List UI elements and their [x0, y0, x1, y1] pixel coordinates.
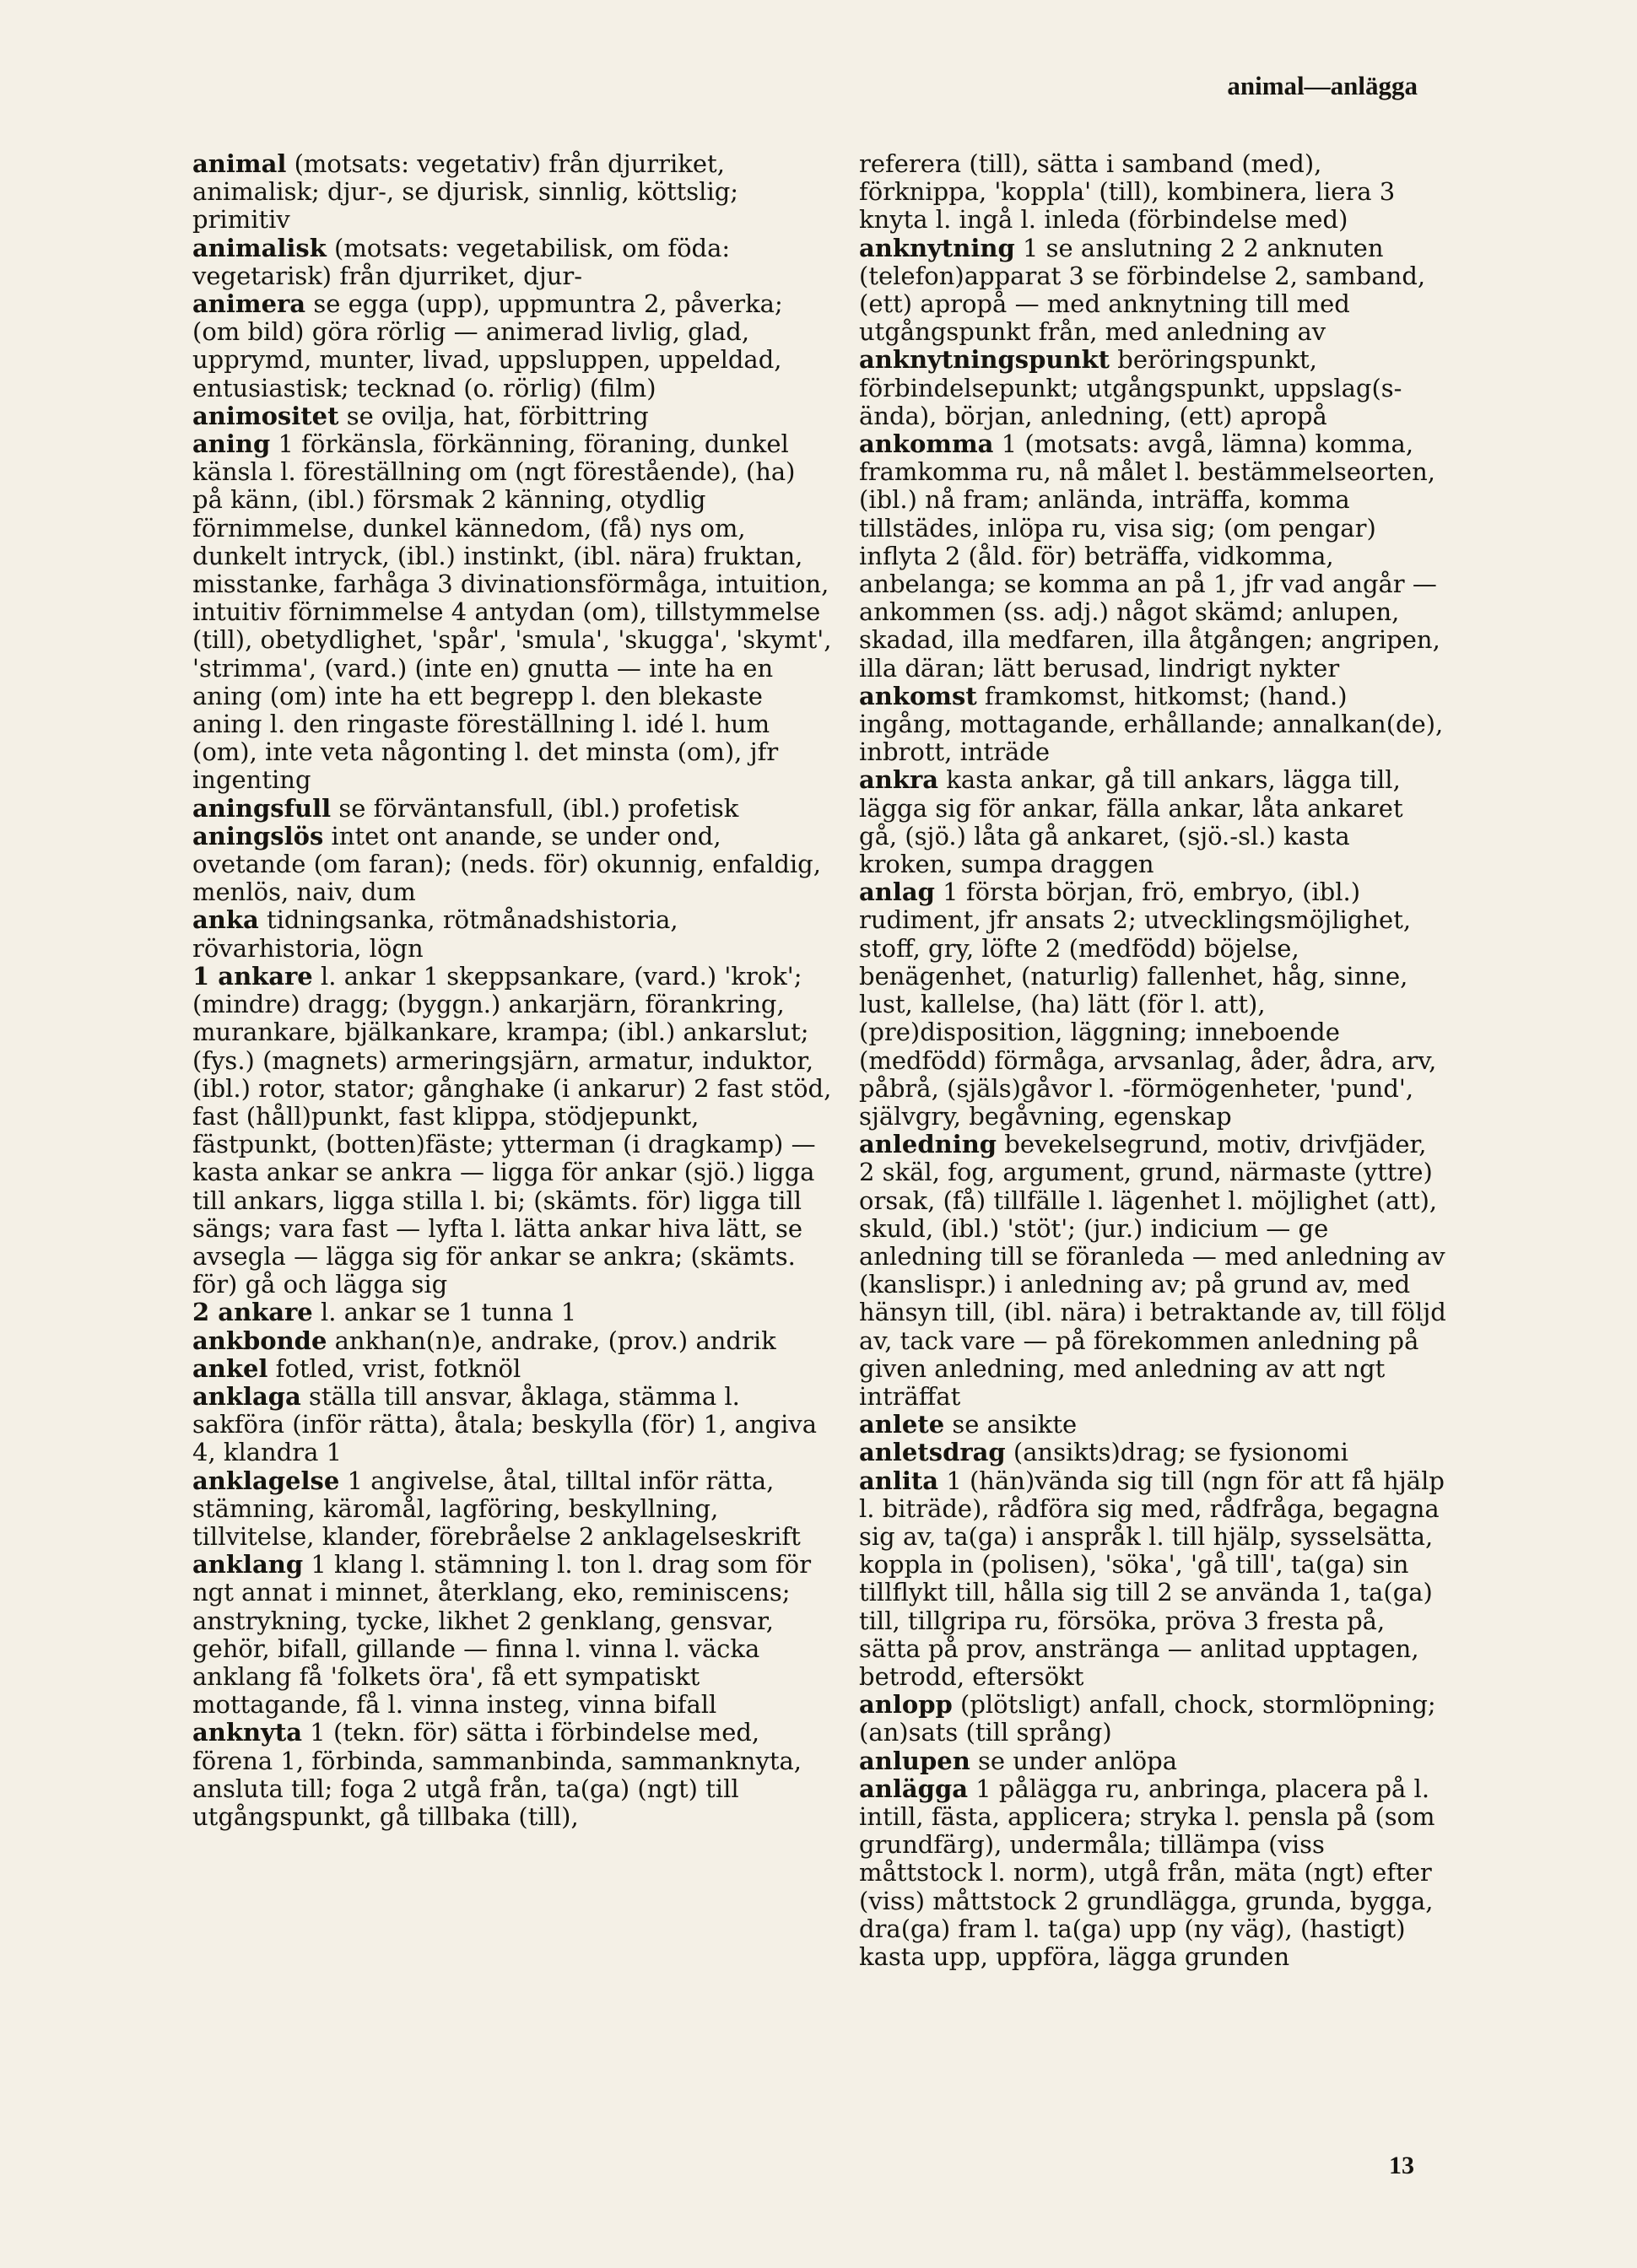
dictionary-entry: [192, 150, 832, 235]
entry-headword: anlita: [859, 1466, 939, 1495]
entry-definition: tidningsanka, rötmånadshistoria, rövarhistoria, lögn: [192, 905, 678, 963]
dictionary-entry: [859, 1775, 1448, 1971]
entry-definition: beröringspunkt, förbindelsepunkt; utgångspunkt, uppslag(s-ända), början, anledning, (ett) apropå: [859, 345, 1402, 430]
dictionary-entry: [192, 235, 832, 290]
dictionary-entry: [192, 1719, 832, 1831]
entry-headword: anledning: [859, 1130, 997, 1159]
dictionary-entry: [192, 290, 832, 402]
dictionary-entry: [192, 1299, 832, 1326]
entry-headword: ankomma: [859, 429, 994, 459]
dictionary-entry: [859, 878, 1448, 1131]
dictionary-entry: [859, 1439, 1448, 1466]
entry-headword: anlete: [859, 1410, 945, 1439]
entry-definition: l. ankar 1 skeppsankare, (vard.) 'krok'; (mindre) dragg; (byggn.) ankarjärn, förankring, murankare, bjälkankare, krampa; (ibl.) ankarslut; (fys.) (magnets) armeringsjärn, armatur, induktor, (ibl.) rotor, stator; gånghake (i ankarur) 2 fast stöd, fast (håll)punkt, fast klippa, stödjepunkt, fästpunkt, (botten)fäste; ytterman (i dragkamp) — kasta ankar se ankra — ligga för ankar (sjö.) ligga till ankars, ligga stilla l. bi; (skämts. för) ligga till sängs; vara fast — lyfta l. lätta ankar hiva lätt, se avsegla — lägga sig för ankar se ankra; (skämts. för) gå och lägga sig: [192, 961, 832, 1299]
dictionary-entry: [192, 402, 832, 430]
entry-definition: kasta ankar, gå till ankars, lägga till, lägga sig för ankar, fälla ankar, låta ankaret gå, (sjö.) låta gå ankaret, (sjö.-sl.) kasta kroken, sumpa draggen: [859, 765, 1403, 879]
dictionary-entry: [859, 1467, 1448, 1692]
entry-definition: se ovilja, hat, förbittring: [338, 401, 649, 430]
dictionary-entry: [192, 1355, 832, 1383]
entry-headword: anklang: [192, 1550, 304, 1580]
entry-headword: anknytning: [859, 233, 1015, 262]
dictionary-entry: [859, 1747, 1448, 1775]
entry-definition: se ansikte: [944, 1410, 1078, 1439]
dictionary-entry: [859, 430, 1448, 683]
dictionary-entry: [859, 1131, 1448, 1411]
dictionary-entry: [859, 1411, 1448, 1439]
entry-definition: se förväntansfull, (ibl.) profetisk: [331, 793, 739, 823]
dictionary-entry: [192, 1551, 832, 1719]
right-column: [859, 150, 1448, 1971]
entry-definition: (plötsligt) anfall, chock, stormlöpning; (an)sats (till språng): [859, 1690, 1436, 1747]
dictionary-entry: [859, 1691, 1448, 1747]
entry-definition: 1 se anslutning 2 2 anknuten (telefon)apparat 3 se förbindelse 2, samband, (ett) apropå — med anknytning till med utgångspunkt från, med anledning av: [859, 233, 1426, 347]
entry-definition: (motsats: vegetabilisk, om föda: vegetarisk) från djurriket, djur-: [192, 233, 731, 290]
entry-definition: 1 angivelse, åtal, tilltal inför rätta, stämning, käromål, lagföring, beskyllning, tillvitelse, klander, förebråelse 2 anklagelseskrift: [192, 1466, 801, 1551]
entry-definition: 1 första början, frö, embryo, (ibl.) rudiment, jfr ansats 2; utvecklingsmöjlighet, stoff, gry, löfte 2 (medfödd) böjelse, benägenhet, (naturlig) fallenhet, håg, sinne, lust, kallelse, (ha) lätt (för l. att), (pre)disposition, läggning; inneboende (medfödd) förmåga, arvsanlag, åder, ådra, arv, påbrå, (själs)gåvor l. -förmögenheter, 'pund', självgry, begåvning, egenskap: [859, 878, 1437, 1131]
running-head: animal—anlägga: [1227, 71, 1418, 100]
entry-definition: (motsats: vegetativ) från djurriket, animalisk; djur-, se djurisk, sinnlig, köttslig; primitiv: [192, 149, 739, 235]
entry-definition: 1 (hän)vända sig till (ngn för att få hjälp l. biträde), rådföra sig med, rådfråga, begagna sig av, ta(ga) i anspråk l. till hjälp, sysselsätta, koppla in (polisen), 'söka', 'gå till', ta(ga) sin tillflykt till, hålla sig till 2 se använda 1, ta(ga) till, tillgripa ru, försöka, pröva 3 fresta på, sätta på prov, anstränga — anlitad upptagen, betrodd, eftersökt: [859, 1466, 1445, 1691]
entry-definition: 1 klang l. stämning l. ton l. drag som för ngt annat i minnet, återklang, eko, reminiscens; anstrykning, tycke, likhet 2 genklang, gensvar, gehör, bifall, gillande — finna l. vinna l. väcka anklang få 'folkets öra', få ett sympatiskt mottagande, få l. vinna insteg, vinna bifall: [192, 1550, 812, 1720]
entry-definition: referera (till), sätta i samband (med), förknippa, 'koppla' (till), kombinera, liera 3 knyta l. ingå l. inleda (förbindelse med): [859, 149, 1396, 235]
entry-headword: anlopp: [859, 1690, 953, 1720]
entry-headword: 2 ankare: [192, 1298, 313, 1327]
dictionary-entry: [859, 766, 1448, 878]
left-column: [192, 150, 832, 1831]
dictionary-entry: [192, 795, 832, 823]
entry-headword: ankbonde: [192, 1326, 327, 1355]
entry-headword: aningsfull: [192, 793, 332, 823]
entry-headword: animal: [192, 149, 287, 178]
entry-headword: anka: [192, 905, 259, 935]
entry-headword: anklaga: [192, 1381, 301, 1411]
entry-definition: fotled, vrist, fotknöl: [267, 1353, 521, 1383]
entry-definition: 1 (motsats: avgå, lämna) komma, framkomma ru, nå målet l. bestämmelseorten, (ibl.) nå fram; anlända, inträffa, komma tillstädes, inlöpa ru, visa sig; (om pengar) inflyta 2 (åld. för) beträffa, vidkomma, anbelanga; se komma an på 1, jfr vad angår — ankommen (ss. adj.) något skämd; anlupen, skadad, illa medfaren, illa åtgången; angripen, illa däran; lätt berusad, lindrigt nykter: [859, 429, 1440, 683]
entry-headword: anknyta: [192, 1718, 303, 1747]
entry-definition: (ansikts)drag; se fysionomi: [1005, 1438, 1348, 1467]
entry-definition: ankhan(n)e, andrake, (prov.) andrik: [327, 1326, 776, 1355]
entry-definition: ställa till ansvar, åklaga, stämma l. sakföra (inför rätta), åtala; beskylla (för) 1, angiva 4, klandra 1: [192, 1381, 818, 1467]
entry-definition: 1 förkänsla, förkänning, föraning, dunkel känsla l. föreställning om (ngt förestående), (ha) på känn, (ibl.) försmak 2 känning, otydlig förnimmelse, dunkel kännedom, (få) nys om, dunkelt intryck, (ibl.) instinkt, (ibl. nära) fruktan, misstanke, farhåga 3 divinationsförmåga, intuition, intuitiv förnimmelse 4 antydan (om), tillstymmelse (till), obetydlighet, 'spår', 'smula', 'skugga', 'skymt', 'strimma', (vard.) (inte en) gnutta — inte ha en aning (om) inte ha ett begrepp l. den blekaste aning l. den ringaste föreställning l. idé l. hum (om), inte veta någonting l. det minsta (om), jfr ingenting: [192, 429, 832, 795]
entry-headword: ankel: [192, 1353, 268, 1383]
entry-definition: bevekelsegrund, motiv, drivfjäder, 2 skäl, fog, argument, grund, närmaste (yttre) orsak, (få) tillfälle l. lägenhet l. möjlighet (att), skuld, (ibl.) 'stöt'; (jur.) indicium — ge anledning till se föranleda — med anledning av (kanslispr.) i anledning av; på grund av, med hänsyn till, (ibl. nära) i betraktande av, till följd av, tack vare — på förekommen anledning på given anledning, med anledning av att ngt inträffat: [859, 1130, 1446, 1411]
entry-definition: se under anlöpa: [970, 1746, 1177, 1775]
entry-headword: anlupen: [859, 1746, 970, 1775]
dictionary-entry: [192, 1467, 832, 1552]
entry-headword: anlag: [859, 878, 935, 907]
entry-headword: animositet: [192, 401, 339, 430]
entry-headword: animalisk: [192, 233, 327, 262]
dictionary-entry: [192, 430, 832, 795]
entry-headword: ankomst: [859, 681, 977, 710]
entry-definition: framkomst, hitkomst; (hand.) ingång, mottagande, erhållande; annalkan(de), inbrott, inträde: [859, 681, 1444, 767]
entry-headword: ankra: [859, 765, 939, 795]
entry-definition: l. ankar se 1 tunna 1: [312, 1298, 577, 1327]
entry-headword: anknytningspunkt: [859, 345, 1110, 375]
dictionary-entry: [192, 1327, 832, 1355]
entry-headword: anletsdrag: [859, 1438, 1006, 1467]
dictionary-entry: [192, 906, 832, 962]
dictionary-entry: [192, 823, 832, 907]
dictionary-entry: [859, 235, 1448, 347]
entry-headword: aningslös: [192, 821, 324, 850]
entry-definition: se egga (upp), uppmuntra 2, påverka; (om bild) göra rörlig — animerad livlig, glad, upprymd, munter, livad, uppsluppen, uppeldad, entusiastisk; tecknad (o. rörlig) (film): [192, 289, 783, 402]
entry-headword: animera: [192, 289, 306, 319]
entry-headword: anlägga: [859, 1774, 969, 1803]
entry-definition: 1 (tekn. för) sätta i förbindelse med, förena 1, förbinda, sammanbinda, sammanknyta, ansluta till; foga 2 utgå från, ta(ga) (ngt) till utgångspunkt, gå tillbaka (till),: [192, 1718, 802, 1831]
dictionary-entry: [192, 1383, 832, 1467]
entry-definition: 1 pålägga ru, anbringa, placera på l. intill, fästa, applicera; stryka l. pensla på (som grundfärg), undermåla; tillämpa (viss måttstock l. norm), utgå från, mäta (ngt) efter (viss) måttstock 2 grundlägga, grunda, bygga, dra(ga) fram l. ta(ga) upp (ny väg), (hastigt) kasta upp, uppföra, lägga grunden: [859, 1774, 1435, 1971]
entry-headword: 1 ankare: [192, 961, 313, 991]
dictionary-entry: [859, 683, 1448, 767]
entry-definition: intet ont anande, se under ond, ovetande (om faran); (neds. för) okunnig, enfaldig, menlös, naiv, dum: [192, 821, 821, 907]
dictionary-entry: [192, 963, 832, 1299]
entry-headword: aning: [192, 429, 271, 459]
entry-headword: anklagelse: [192, 1466, 340, 1495]
dictionary-entry: [859, 346, 1448, 430]
page-number: 13: [1389, 2152, 1414, 2179]
dictionary-entry: [859, 150, 1448, 235]
